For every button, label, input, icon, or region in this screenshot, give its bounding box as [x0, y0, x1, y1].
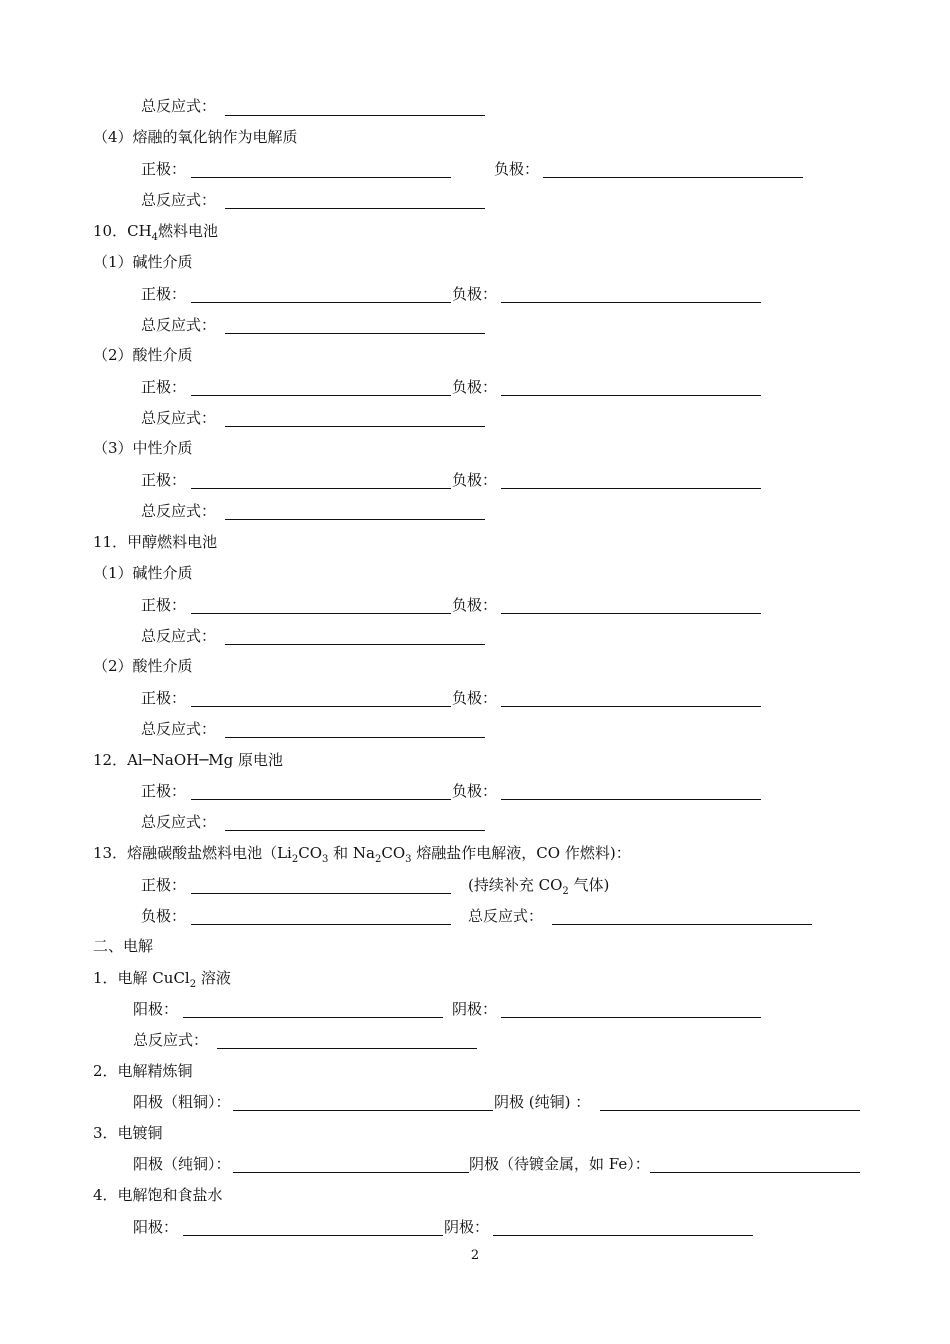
- cathode-label: 阴极：: [444, 1218, 490, 1236]
- total-label: 总反应式：: [141, 720, 217, 738]
- section-heading: 13．熔融碳酸盐燃料电池（$Li_2CO_3$ 和 $Na_2CO_3$ 熔融盐作电解液，CO 作燃料)：: [93, 844, 631, 865]
- answer-blank[interactable]: [233, 1110, 493, 1111]
- answer-blank[interactable]: [501, 613, 761, 614]
- negative-label: 负极：: [141, 907, 187, 925]
- answer-blank[interactable]: [183, 1017, 443, 1018]
- answer-blank[interactable]: [600, 1110, 860, 1111]
- positive-label: 正极：: [141, 471, 187, 489]
- cathode-label: 阴极：: [452, 1000, 498, 1018]
- negative-label: 负极：: [452, 471, 498, 489]
- subsection-heading: （3）中性介质: [93, 439, 193, 457]
- section-heading: 1．电解 CuCl$_2$ 溶液: [93, 969, 231, 990]
- section-heading: 2．电解精炼铜: [93, 1062, 193, 1080]
- negative-label: 负极：: [452, 596, 498, 614]
- answer-blank[interactable]: [552, 924, 812, 925]
- note-text: (持续补充 $CO_2$ 气体): [468, 876, 610, 897]
- page-number: 2: [470, 1248, 480, 1263]
- section-heading: 4．电解饱和食盐水: [93, 1186, 223, 1204]
- anode-label: 阳极（粗铜）：: [133, 1093, 231, 1111]
- answer-blank[interactable]: [225, 644, 485, 645]
- subsection-heading: （2）酸性介质: [93, 657, 193, 675]
- answer-blank[interactable]: [225, 115, 485, 116]
- answer-blank[interactable]: [191, 706, 451, 707]
- anode-label: 阳极（纯铜）：: [133, 1155, 231, 1173]
- answer-blank[interactable]: [183, 1235, 443, 1236]
- answer-blank[interactable]: [191, 302, 451, 303]
- total-label: 总反应式：: [141, 97, 217, 115]
- answer-blank[interactable]: [233, 1172, 469, 1173]
- negative-label: 负极：: [452, 782, 498, 800]
- subsection-heading: （1）碱性介质: [93, 564, 193, 582]
- answer-blank[interactable]: [501, 395, 761, 396]
- answer-blank[interactable]: [501, 799, 761, 800]
- subsection-heading: （4）熔融的氧化钠作为电解质: [93, 128, 298, 146]
- answer-blank[interactable]: [191, 488, 451, 489]
- answer-blank[interactable]: [501, 488, 761, 489]
- positive-label: 正极：: [141, 782, 187, 800]
- total-label: 总反应式：: [468, 907, 544, 925]
- answer-blank[interactable]: [225, 333, 485, 334]
- answer-blank[interactable]: [543, 177, 803, 178]
- answer-blank[interactable]: [191, 893, 451, 894]
- answer-blank[interactable]: [650, 1172, 860, 1173]
- answer-blank[interactable]: [225, 426, 485, 427]
- total-label: 总反应式：: [141, 316, 217, 334]
- answer-blank[interactable]: [191, 177, 451, 178]
- anode-label: 阳极：: [133, 1218, 179, 1236]
- anode-label: 阳极：: [133, 1000, 179, 1018]
- total-label: 总反应式：: [141, 409, 217, 427]
- answer-blank[interactable]: [501, 706, 761, 707]
- total-label: 总反应式：: [133, 1031, 209, 1049]
- subsection-heading: （2）酸性介质: [93, 346, 193, 364]
- negative-label: 负极：: [452, 689, 498, 707]
- total-label: 总反应式：: [141, 502, 217, 520]
- positive-label: 正极：: [141, 285, 187, 303]
- answer-blank[interactable]: [217, 1048, 477, 1049]
- positive-label: 正极：: [141, 378, 187, 396]
- negative-label: 负极：: [452, 285, 498, 303]
- answer-blank[interactable]: [501, 1017, 761, 1018]
- answer-blank[interactable]: [225, 208, 485, 209]
- answer-blank[interactable]: [225, 737, 485, 738]
- total-label: 总反应式：: [141, 813, 217, 831]
- negative-label: 负极：: [452, 378, 498, 396]
- answer-blank[interactable]: [493, 1235, 753, 1236]
- subsection-heading: （1）碱性介质: [93, 253, 193, 271]
- answer-blank[interactable]: [191, 924, 451, 925]
- section-heading: 3．电镀铜: [93, 1124, 163, 1142]
- part-heading: 二、电解: [93, 937, 154, 955]
- positive-label: 正极：: [141, 689, 187, 707]
- answer-blank[interactable]: [225, 830, 485, 831]
- section-heading: 10．$CH_4$燃料电池: [93, 222, 219, 243]
- section-heading: 11．甲醇燃料电池: [93, 533, 218, 551]
- total-label: 总反应式：: [141, 191, 217, 209]
- section-heading: 12．Al─NaOH─Mg 原电池: [93, 751, 283, 769]
- cathode-label: 阴极 (纯铜) ：: [494, 1093, 591, 1111]
- answer-blank[interactable]: [191, 613, 451, 614]
- positive-label: 正极：: [141, 876, 187, 894]
- answer-blank[interactable]: [191, 395, 451, 396]
- total-label: 总反应式：: [141, 627, 217, 645]
- answer-blank[interactable]: [501, 302, 761, 303]
- answer-blank[interactable]: [191, 799, 451, 800]
- cathode-label: 阴极（待镀金属，如 Fe）：: [469, 1155, 650, 1173]
- negative-label: 负极：: [494, 160, 540, 178]
- positive-label: 正极：: [141, 160, 187, 178]
- answer-blank[interactable]: [225, 519, 485, 520]
- positive-label: 正极：: [141, 596, 187, 614]
